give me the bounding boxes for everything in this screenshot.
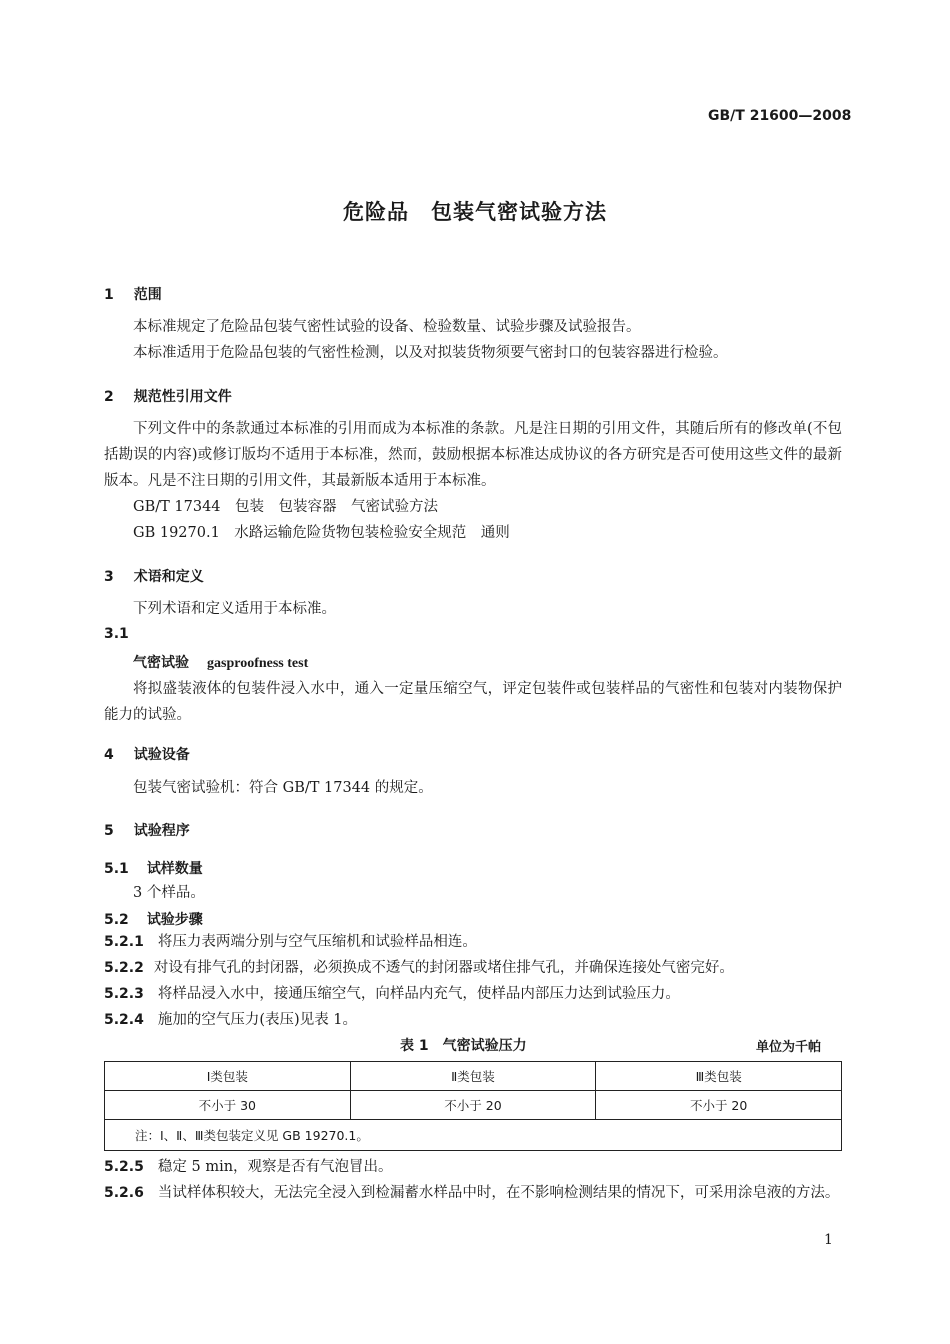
term-english: gasproofness test — [207, 656, 309, 671]
section-title: 范围 — [133, 287, 162, 303]
table-row — [105, 1091, 842, 1120]
table-caption: 表 1 气密试验压力 — [400, 1038, 527, 1054]
paragraph: 本标准规定了危险品包装气密性试验的设备、检验数量、试验步骤及试验报告。 — [133, 319, 641, 335]
reference-item: GB 19270.1 水路运输危险货物包装检验安全规范 通则 — [133, 525, 510, 541]
section-title: 试验设备 — [133, 747, 190, 763]
subsection-5-1-heading — [104, 858, 203, 878]
standard-code: GB/T 21600—2008 — [708, 108, 852, 124]
section-title: 试验程序 — [133, 823, 190, 839]
clause-text: 对设有排气孔的封闭器，必须换成不透气的封闭器或堵住排气孔，并确保连接处气密完好。 — [153, 960, 734, 976]
table-cell: 不小于 20 — [350, 1091, 596, 1120]
section-3-heading — [104, 566, 204, 586]
paragraph: 下列术语和定义适用于本标准。 — [133, 601, 336, 617]
clause-5-2-4 — [104, 1007, 357, 1033]
paragraph: 包装气密试验机：符合 GB/T 17344 的规定。 — [133, 780, 433, 796]
table-note: 注：Ⅰ、Ⅱ、Ⅲ类包装定义见 GB 19270.1。 — [105, 1120, 842, 1151]
clause-number: 5.2.3 — [104, 986, 144, 1002]
subsection-number: 5.2 — [104, 912, 129, 928]
clause-number: 5.2.6 — [104, 1185, 144, 1201]
subsection-5-2-heading — [104, 909, 203, 929]
term-chinese: 气密试验 — [133, 655, 189, 671]
clause-number: 5.2.4 — [104, 1012, 144, 1028]
definition: 将拟盛装液体的包装件浸入水中，通入一定量压缩空气，评定包装件或包装样品的气密性和包装对内装物保护能力的试验。 — [104, 681, 842, 723]
page-number: 1 — [824, 1232, 833, 1248]
table-header-cell: Ⅰ类包装 — [105, 1062, 351, 1091]
section-5-heading — [104, 820, 190, 840]
clause-5-2-2 — [104, 955, 734, 981]
reference-item: GB/T 17344 包装 包装容器 气密试验方法 — [133, 499, 439, 515]
table-unit: 单位为千帕 — [756, 1040, 822, 1055]
table-header-cell: Ⅱ类包装 — [350, 1062, 596, 1091]
section-1-heading — [104, 284, 162, 304]
clause-5-2-3 — [104, 981, 680, 1007]
table-note-row — [105, 1120, 842, 1151]
clause-number: 5.2.1 — [104, 934, 144, 950]
table-cell: 不小于 30 — [105, 1091, 351, 1120]
section-number: 1 — [104, 287, 114, 303]
subsection-title: 试样数量 — [146, 861, 203, 877]
clause-5-2-6 — [104, 1180, 842, 1206]
clause-5-2-1 — [104, 929, 477, 955]
clause-text: 施加的空气压力(表压)见表 1。 — [157, 1012, 358, 1028]
subsection-number: 5.1 — [104, 861, 129, 877]
section-title: 规范性引用文件 — [133, 389, 232, 405]
paragraph: 本标准适用于危险品包装的气密性检测，以及对拟装货物须要气密封口的包装容器进行检验。 — [133, 345, 728, 361]
clause-5-2-5 — [104, 1154, 393, 1180]
table-header-cell: Ⅲ类包装 — [596, 1062, 842, 1091]
section-number: 2 — [104, 389, 114, 405]
section-4-heading — [104, 744, 190, 764]
clause-text: 当试样体积较大，无法完全浸入到检漏蓄水样品中时，在不影响检测结果的情况下，可采用涂皂液的方法。 — [157, 1185, 840, 1201]
section-number: 3 — [104, 569, 114, 585]
clause-text: 将压力表两端分别与空气压缩机和试验样品相连。 — [157, 934, 477, 950]
subsection-number: 3.1 — [104, 626, 129, 642]
section-number: 5 — [104, 823, 114, 839]
term-entry — [133, 652, 308, 672]
section-2-heading — [104, 386, 232, 406]
paragraph: 下列文件中的条款通过本标准的引用而成为本标准的条款。凡是注日期的引用文件，其随后所有的修改单(不包括勘误的内容)或修订版均不适用于本标准，然而，鼓励根据本标准达成协议的各方研究是否可使用这些文件的最新版本。凡是不注日期的引用文件，其最新版本适用于本标准。 — [104, 421, 842, 489]
section-title: 术语和定义 — [133, 569, 204, 585]
clause-text: 将样品浸入水中，接通压缩空气，向样品内充气，使样品内部压力达到试验压力。 — [157, 986, 680, 1002]
table-cell: 不小于 20 — [596, 1091, 842, 1120]
clause-number: 5.2.2 — [104, 960, 144, 976]
table-header-row — [105, 1062, 842, 1091]
paragraph: 3 个样品。 — [133, 885, 205, 901]
clause-number: 5.2.5 — [104, 1159, 144, 1175]
section-number: 4 — [104, 747, 114, 763]
clause-text: 稳定 5 min，观察是否有气泡冒出。 — [157, 1159, 393, 1175]
document-title: 危险品 包装气密试验方法 — [343, 200, 607, 224]
table-1 — [104, 1061, 842, 1151]
subsection-title: 试验步骤 — [146, 912, 203, 928]
